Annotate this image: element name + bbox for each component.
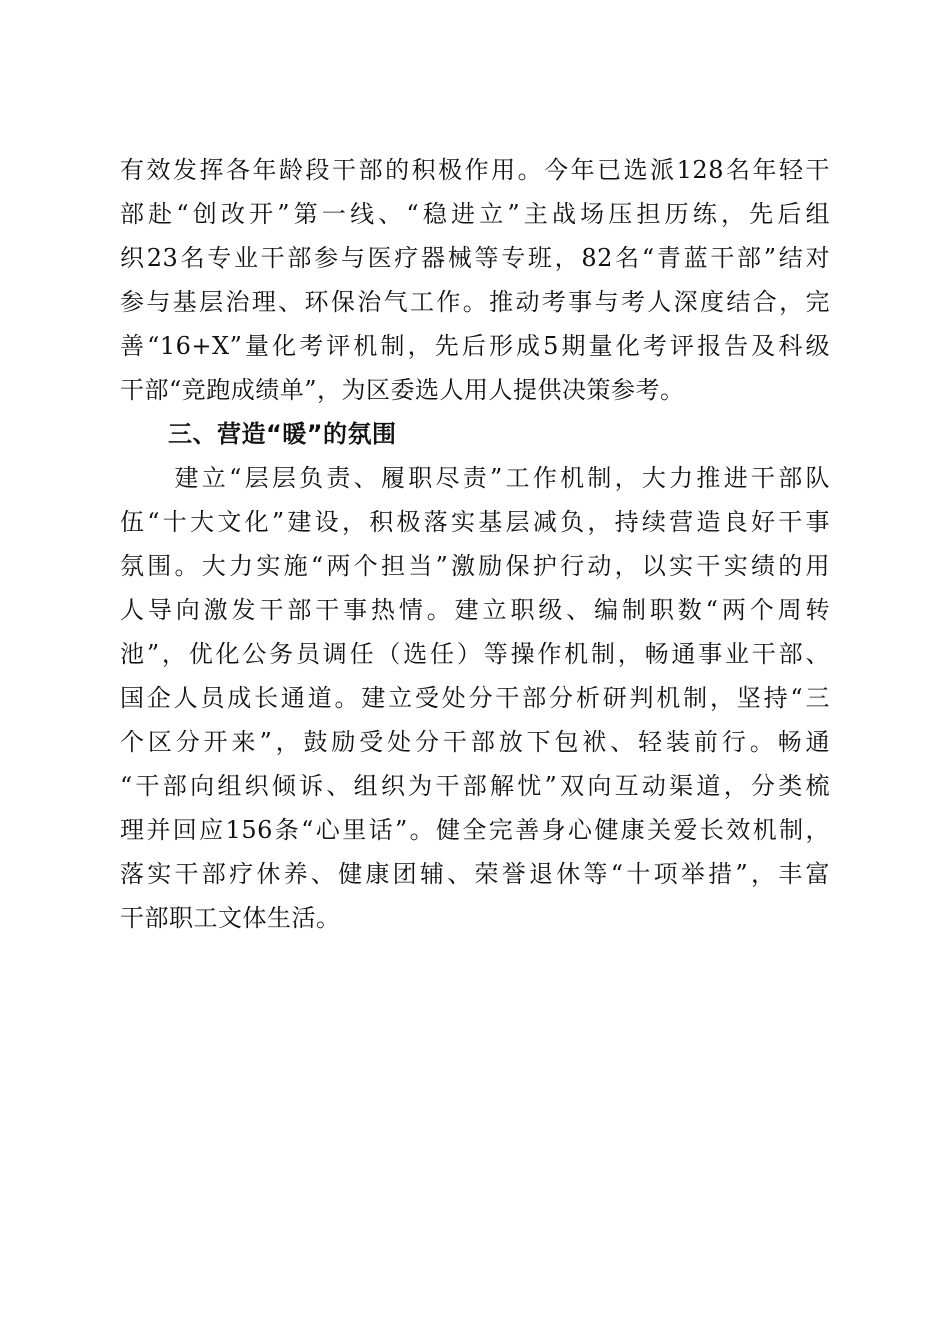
paragraph-2-line-7: 个区分开来”，鼓励受处分干部放下包袱、轻装前行。畅通 [120,728,830,756]
paragraph-1-line-3: 织23名专业干部参与医疗器械等专班，82名“青蓝干部”结对 [120,244,830,272]
paragraph-1-line-2: 部赴“创改开”第一线、“稳进立”主战场压担历练，先后组 [120,200,830,228]
paragraph-1-line-5: 善“16+X”量化考评机制，先后形成5期量化考评报告及科级 [120,332,830,360]
paragraph-2-line-2: 伍“十大文化”建设，积极落实基层减负，持续营造良好干事 [120,508,830,536]
paragraph-2-line-6: 国企人员成长通道。建立受处分干部分析研判机制，坚持“三 [120,684,830,712]
paragraph-2-line-4: 人导向激发干部干事热情。建立职级、编制职数“两个周转 [120,596,830,624]
section-heading-3-text: 三、营造“暖”的氛围 [168,420,397,448]
section-heading-3 [120,412,830,456]
paragraph-2-line-3: 氛围。大力实施“两个担当”激励保护行动，以实干实绩的用 [120,552,830,580]
paragraph-2-line-1: 建立“层层负责、履职尽责”工作机制，大力推进干部队 [120,464,830,492]
paragraph-2-line-10: 落实干部疗休养、健康团辅、荣誉退休等“十项举措”，丰富 [120,860,830,888]
paragraph-2-line-9: 理并回应156条“心里话”。健全完善身心健康关爱长效机制， [120,816,830,844]
paragraph-2-line-11: 干部职工文体生活。 [120,904,341,932]
paragraph-2 [120,456,830,940]
paragraph-1 [120,148,830,412]
paragraph-1-line-6: 干部“竞跑成绩单”，为区委选人用人提供决策参考。 [120,376,685,404]
paragraph-2-line-8: “干部向组织倾诉、组织为干部解忧”双向互动渠道，分类梳 [120,772,830,800]
paragraph-1-line-4: 参与基层治理、环保治气工作。推动考事与考人深度结合，完 [120,288,830,316]
paragraph-2-line-5: 池”，优化公务员调任（选任）等操作机制，畅通事业干部、 [120,640,830,668]
paragraph-1-line-1: 有效发挥各年龄段干部的积极作用。今年已选派128名年轻干 [120,156,830,184]
